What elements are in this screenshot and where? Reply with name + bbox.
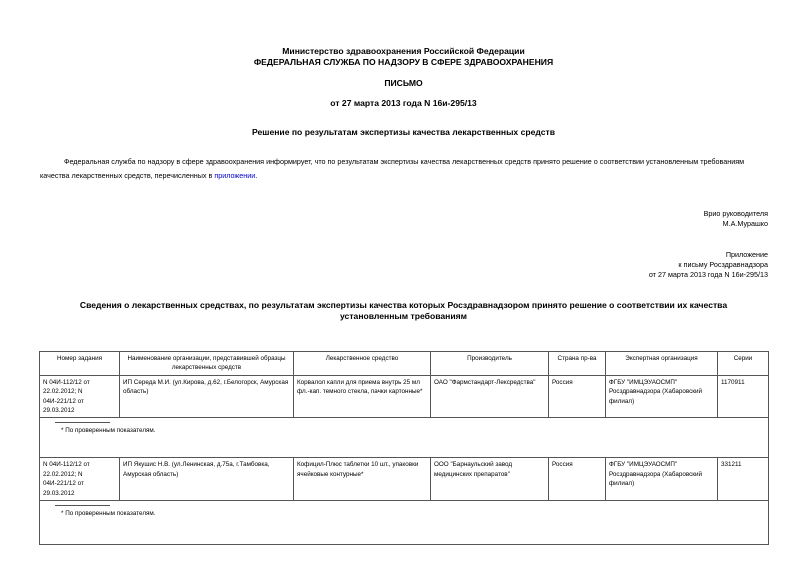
- service-name: ФЕДЕРАЛЬНАЯ СЛУЖБА ПО НАДЗОРУ В СФЕРЕ ЗДРАВООХРАНЕНИЯ: [253, 57, 554, 67]
- appendix-date: от 27 марта 2013 года N 16и-295/13: [648, 270, 768, 279]
- intro-text-end: .: [255, 171, 258, 180]
- signature-name: М.А.Мурашко: [722, 219, 768, 228]
- manufacturer-cell: ООО "Барнаульский завод медицинских препаратов": [431, 458, 549, 501]
- expert-organization-cell: ФГБУ "ИМЦЭУАОСМП" Росздравнадзора (Хабаровский филиал): [606, 375, 718, 418]
- appendix-link[interactable]: приложении: [214, 171, 256, 180]
- manufacturer-cell: ОАО "Фармстандарт-Лексредства": [431, 375, 549, 418]
- intro-paragraph: [40, 155, 767, 183]
- intro-text: Федеральная служба по надзору в сфере здравоохранения информирует, что по результатам экспертизы качества лекарственных средств принято решение о соответствии установленным требованиям качества лекарственных средств, перечисленных в: [40, 157, 745, 180]
- organization-cell: ИП Середа М.И. (ул.Кирова, д.62, г.Белогорск, Амурская область): [120, 375, 294, 418]
- drug-cell: Кофицил-Плюс таблетки 10 шт., упаковки ячейковые контурные*: [294, 458, 431, 501]
- footnote-text: * По проверенным показателям.: [61, 427, 156, 435]
- footnote-row: [40, 418, 769, 458]
- appendix-label: Приложение: [725, 250, 768, 259]
- document-type: ПИСЬМО: [384, 78, 423, 88]
- drug-cell: Корвалол капли для приема внутрь 25 мл фл.-кап. темного стекла, пачки картонные*: [294, 375, 431, 418]
- country-cell: Россия: [549, 458, 606, 501]
- column-header: Производитель: [431, 352, 549, 376]
- footnote-text: * По проверенным показателям.: [61, 510, 156, 518]
- ministry-name: Министерство здравоохранения Российской Федерации: [282, 46, 525, 56]
- signature-position: Врио руководителя: [703, 209, 768, 218]
- series-cell: 1170911: [718, 375, 769, 418]
- appendix-to-letter: к письму Росздравнадзора: [678, 260, 768, 269]
- table-row: [40, 375, 769, 418]
- table-header-row: [40, 352, 769, 376]
- column-header: Номер задания: [40, 352, 120, 376]
- series-cell: 331211: [718, 458, 769, 501]
- organization-cell: ИП Якушис Н.В. (ул.Ленинская, д.75а, г.Тамбовка, Амурская область): [120, 458, 294, 501]
- footnote-row: [40, 501, 769, 545]
- column-header: Лекарственное средство: [294, 352, 431, 376]
- column-header: Страна пр-ва: [549, 352, 606, 376]
- table-row: [40, 458, 769, 501]
- column-header: Наименование организации, представившей образцы лекарственных средств: [120, 352, 294, 376]
- column-header: Серии: [718, 352, 769, 376]
- expert-organization-cell: ФГБУ "ИМЦЭУАОСМП" Росздравнадзора (Хабаровский филиал): [606, 458, 718, 501]
- task-number-cell: N 04И-112/12 от 22.02.2012; N 04И-221/12 от 29.03.2012: [40, 458, 120, 501]
- footnote-divider: [55, 505, 110, 506]
- document-subject: Решение по результатам экспертизы качества лекарственных средств: [251, 127, 556, 137]
- drugs-table: [39, 351, 769, 545]
- country-cell: Россия: [549, 375, 606, 418]
- document-date: от 27 марта 2013 года N 16и-295/13: [330, 98, 477, 108]
- section-title: Сведения о лекарственных средствах, по результатам экспертизы качества которых Росздравнадзором принято решение о соответствии их качества установленным требованиям: [79, 300, 728, 321]
- column-header: Экспертная организация: [606, 352, 718, 376]
- task-number-cell: N 04И-112/12 от 22.02.2012; N 04И-221/12 от 29.03.2012: [40, 375, 120, 418]
- footnote-divider: [55, 422, 110, 423]
